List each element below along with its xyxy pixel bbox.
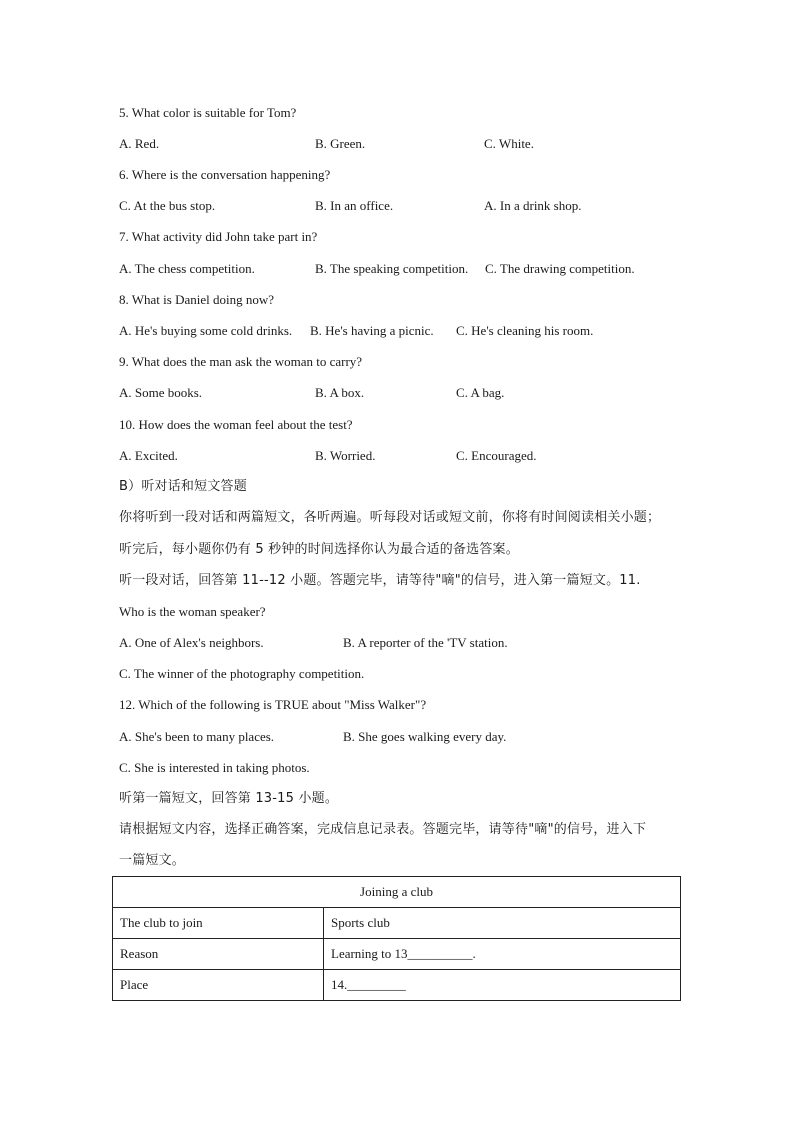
question-10: 10. How does the woman feel about the test? bbox=[119, 417, 353, 432]
question-6: 6. Where is the conversation happening? bbox=[119, 167, 331, 182]
question-9: 9. What does the man ask the woman to carry? bbox=[119, 354, 363, 369]
question-12: 12. Which of the following is TRUE about "Miss Walker"? bbox=[119, 697, 427, 712]
q9-option-c: C. A bag. bbox=[456, 385, 505, 400]
row-value: Learning to 13__________. bbox=[324, 939, 681, 970]
q12-option-a: A. She's been to many places. bbox=[119, 729, 275, 744]
passage1-instruction: 听第一篇短文，回答第 13-15 小题。 bbox=[119, 791, 339, 806]
q10-option-a: A. Excited. bbox=[119, 448, 178, 463]
table-header-row bbox=[113, 877, 681, 908]
section-b-intro-line2: 听完后，每小题你仍有 5 秒钟的时间选择你认为最合适的备选答案。 bbox=[119, 542, 519, 557]
question-5: 5. What color is suitable for Tom? bbox=[119, 105, 297, 120]
q10-option-c: C. Encouraged. bbox=[456, 448, 537, 463]
q9-option-b: B. A box. bbox=[315, 385, 365, 400]
q6-option-c: A. In a drink shop. bbox=[484, 198, 582, 213]
q11-option-a: A. One of Alex's neighbors. bbox=[119, 635, 264, 650]
q12-option-b: B. She goes walking every day. bbox=[343, 729, 507, 744]
row-label: Place bbox=[113, 970, 324, 1001]
q5-option-b: B. Green. bbox=[315, 136, 366, 151]
question-8: 8. What is Daniel doing now? bbox=[119, 292, 275, 307]
row-value: Sports club bbox=[324, 908, 681, 939]
dialogue-instruction: 听一段对话，回答第 11--12 小题。答题完毕，请等待"嘀"的信号，进入第一篇短文。11. bbox=[119, 573, 641, 588]
table-row bbox=[113, 970, 681, 1001]
row-label: Reason bbox=[113, 939, 324, 970]
q7-option-c: C. The drawing competition. bbox=[485, 261, 635, 276]
q9-option-a: A. Some books. bbox=[119, 385, 203, 400]
table-instruction-line2: 一篇短文。 bbox=[119, 853, 186, 868]
q6-option-a: C. At the bus stop. bbox=[119, 198, 216, 213]
club-info-table bbox=[112, 876, 681, 1001]
q11-option-b: B. A reporter of the 'TV station. bbox=[343, 635, 508, 650]
section-b-title: B）听对话和短文答题 bbox=[119, 479, 247, 494]
q6-option-b: B. In an office. bbox=[315, 198, 394, 213]
row-label: The club to join bbox=[113, 908, 324, 939]
row-value: 14._________ bbox=[324, 970, 681, 1001]
table-row bbox=[113, 908, 681, 939]
question-7: 7. What activity did John take part in? bbox=[119, 229, 318, 244]
q12-option-c: C. She is interested in taking photos. bbox=[119, 760, 310, 775]
q7-option-b: B. The speaking competition. bbox=[315, 261, 469, 276]
q8-option-c: C. He's cleaning his room. bbox=[456, 323, 594, 338]
section-b-intro-line1: 你将听到一段对话和两篇短文，各听两遍。听每段对话或短文前，你将有时间阅读相关小题； bbox=[119, 510, 661, 525]
q8-option-a: A. He's buying some cold drinks. bbox=[119, 323, 293, 338]
q7-option-a: A. The chess competition. bbox=[119, 261, 255, 276]
q5-option-a: A. Red. bbox=[119, 136, 160, 151]
table-instruction-line1: 请根据短文内容，选择正确答案，完成信息记录表。答题完毕，请等待"嘀"的信号，进入下 bbox=[119, 822, 647, 837]
q8-option-b: B. He's having a picnic. bbox=[310, 323, 434, 338]
table-title: Joining a club bbox=[113, 877, 681, 908]
q10-option-b: B. Worried. bbox=[315, 448, 376, 463]
q11-option-c: C. The winner of the photography competition. bbox=[119, 666, 365, 681]
table-row bbox=[113, 939, 681, 970]
q5-option-c: C. White. bbox=[484, 136, 534, 151]
question-11: Who is the woman speaker? bbox=[119, 604, 266, 619]
